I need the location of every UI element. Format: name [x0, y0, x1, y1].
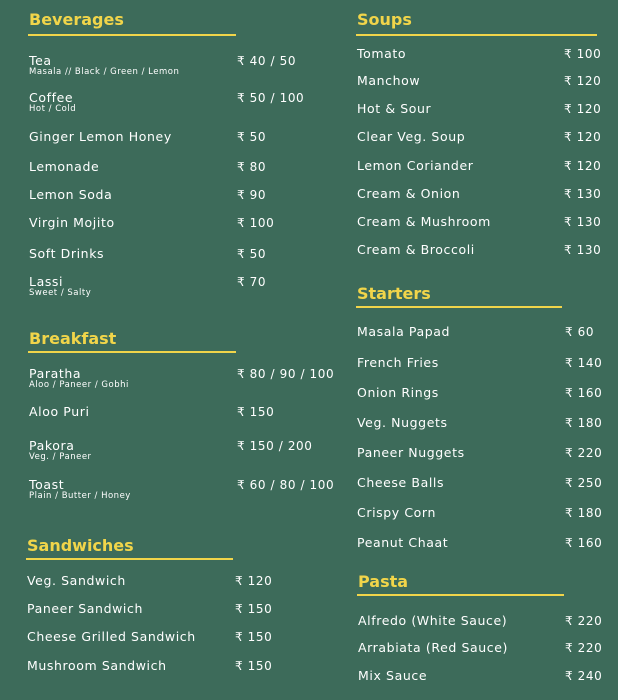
pasta-divider	[357, 594, 564, 596]
menu-item-name: Soft Drinks	[29, 246, 105, 261]
menu-item-name: French Fries	[357, 355, 439, 370]
menu-item-name: Paratha	[29, 366, 82, 381]
menu-item-name: Lemonade	[29, 159, 100, 174]
menu-item-name: Cheese Balls	[357, 475, 445, 490]
menu-item-name: Veg. Nuggets	[357, 415, 448, 430]
menu-item-price: ₹ 60 / 80 / 100	[237, 478, 335, 492]
menu-item-name: Lassi	[29, 274, 64, 289]
menu-item-name: Masala Papad	[357, 324, 451, 339]
beverages-title: Beverages	[29, 10, 124, 29]
pasta-title: Pasta	[358, 572, 409, 591]
menu-item-name: Clear Veg. Soup	[357, 129, 466, 144]
menu-item-price: ₹ 130	[564, 187, 602, 201]
menu-item-price: ₹ 50	[237, 130, 267, 144]
menu-item-name: Cheese Grilled Sandwich	[27, 629, 196, 644]
menu-item-name: Arrabiata (Red Sauce)	[358, 640, 509, 655]
menu-item-name: Coffee	[29, 90, 74, 105]
menu-item-price: ₹ 250	[565, 476, 603, 490]
menu-item-name: Veg. Sandwich	[27, 573, 126, 588]
menu-item-price: ₹ 100	[237, 216, 275, 230]
menu-item-name: Paneer Sandwich	[27, 601, 143, 616]
menu-item-name: Crispy Corn	[357, 505, 436, 520]
menu-item-options: Sweet / Salty	[29, 288, 92, 298]
menu-item-price: ₹ 150	[235, 630, 273, 644]
menu-item-name: Tomato	[357, 46, 407, 61]
menu-item-name: Virgin Mojito	[29, 215, 115, 230]
menu-item-name: Tea	[29, 53, 52, 68]
menu-item-options: Plain / Butter / Honey	[29, 491, 131, 501]
menu-item-price: ₹ 60	[565, 325, 595, 339]
starters-title: Starters	[357, 284, 431, 303]
menu-item-price: ₹ 240	[565, 669, 603, 683]
menu-item-price: ₹ 70	[237, 275, 267, 289]
menu-item-price: ₹ 50 / 100	[237, 91, 305, 105]
menu-item-name: Cream & Mushroom	[357, 214, 491, 229]
menu-item-price: ₹ 50	[237, 247, 267, 261]
menu-item-price: ₹ 80	[237, 160, 267, 174]
menu-item-price: ₹ 120	[564, 159, 602, 173]
breakfast-title: Breakfast	[29, 329, 117, 348]
soups-divider	[356, 34, 597, 36]
menu-item-price: ₹ 120	[564, 102, 602, 116]
menu-item-options: Veg. / Paneer	[29, 452, 92, 462]
menu-item-name: Alfredo (White Sauce)	[358, 613, 508, 628]
breakfast-divider	[28, 351, 236, 353]
menu-item-name: Pakora	[29, 438, 75, 453]
soups-title: Soups	[357, 10, 412, 29]
menu-item-price: ₹ 130	[564, 215, 602, 229]
menu-item-name: Peanut Chaat	[357, 535, 449, 550]
menu-item-options: Aloo / Paneer / Gobhi	[29, 380, 129, 390]
menu-item-price: ₹ 80 / 90 / 100	[237, 367, 335, 381]
menu-item-price: ₹ 100	[564, 47, 602, 61]
sandwiches-divider	[26, 558, 233, 560]
sandwiches-title: Sandwiches	[27, 536, 134, 555]
menu-item-price: ₹ 40 / 50	[237, 54, 297, 68]
menu-item-name: Onion Rings	[357, 385, 439, 400]
menu-item-price: ₹ 150	[237, 405, 275, 419]
menu-item-name: Cream & Broccoli	[357, 242, 475, 257]
menu-item-price: ₹ 220	[565, 446, 603, 460]
menu-item-price: ₹ 150 / 200	[237, 439, 313, 453]
menu-item-price: ₹ 120	[235, 574, 273, 588]
menu-item-name: Paneer Nuggets	[357, 445, 465, 460]
menu-item-options: Masala // Black / Green / Lemon	[29, 67, 180, 77]
menu-item-price: ₹ 130	[564, 243, 602, 257]
menu-item-price: ₹ 120	[564, 74, 602, 88]
beverages-divider	[28, 34, 236, 36]
menu-item-name: Mix Sauce	[358, 668, 428, 683]
starters-divider	[356, 306, 562, 308]
menu-item-price: ₹ 160	[565, 386, 603, 400]
menu-item-name: Aloo Puri	[29, 404, 90, 419]
menu-item-name: Mushroom Sandwich	[27, 658, 167, 673]
menu-item-name: Manchow	[357, 73, 421, 88]
menu-item-price: ₹ 140	[565, 356, 603, 370]
menu-item-price: ₹ 150	[235, 659, 273, 673]
menu-item-name: Lemon Coriander	[357, 158, 474, 173]
menu-item-price: ₹ 150	[235, 602, 273, 616]
menu-item-price: ₹ 120	[564, 130, 602, 144]
menu-item-price: ₹ 180	[565, 506, 603, 520]
menu-item-price: ₹ 180	[565, 416, 603, 430]
menu-item-name: Toast	[29, 477, 65, 492]
menu-item-price: ₹ 220	[565, 641, 603, 655]
menu-item-price: ₹ 160	[565, 536, 603, 550]
menu-item-name: Ginger Lemon Honey	[29, 129, 172, 144]
menu-item-name: Lemon Soda	[29, 187, 113, 202]
menu-item-name: Cream & Onion	[357, 186, 461, 201]
menu-item-options: Hot / Cold	[29, 104, 77, 114]
menu-item-price: ₹ 90	[237, 188, 267, 202]
menu-item-name: Hot & Sour	[357, 101, 432, 116]
menu-item-price: ₹ 220	[565, 614, 603, 628]
